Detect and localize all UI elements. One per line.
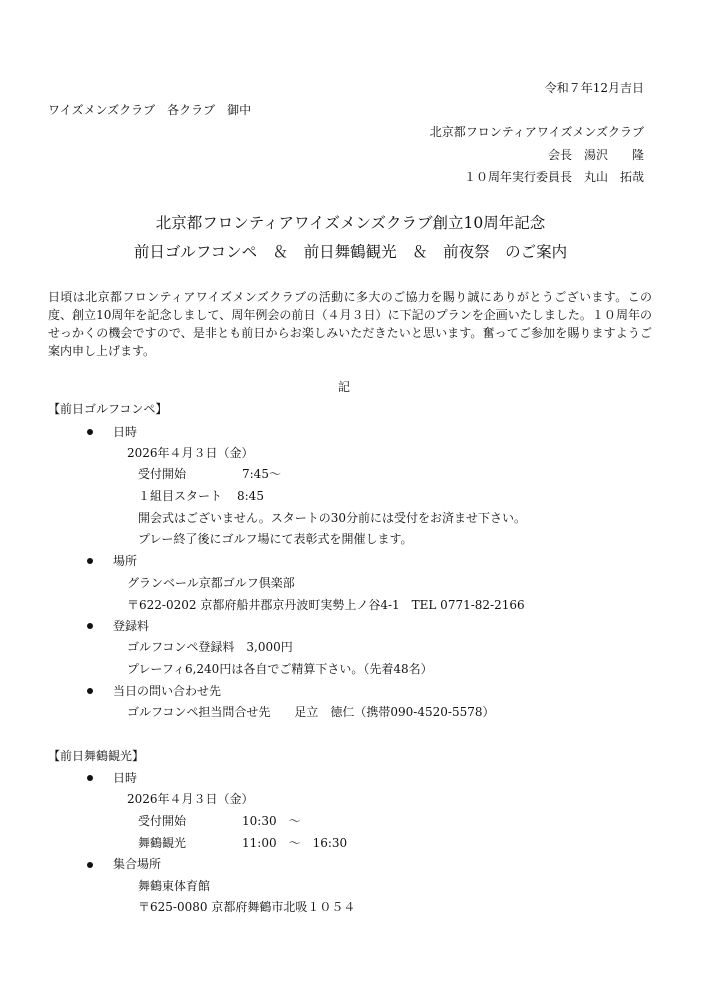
golf-start-label: １組目スタート — [138, 489, 223, 503]
sightseeing-meeting-label: 集合場所 — [113, 857, 162, 871]
golf-note-award: プレー終了後にゴルフ場にて表彰式を開催します。 — [138, 532, 413, 546]
bullet-icon — [87, 688, 93, 694]
bullet-icon — [87, 775, 93, 781]
sightseeing-tour-label: 舞鶴観光 — [138, 836, 187, 850]
golf-place-name: グランベール京都ゴルフ倶楽部 — [127, 576, 295, 590]
sightseeing-tour-time: 11:00 ～ 16:30 — [242, 836, 348, 850]
sightseeing-meeting-address: 〒625-0080 京都府舞鶴市北吸１０５４ — [138, 900, 356, 914]
document-title-line2: 前日ゴルフコンペ ＆ 前日舞鶴観光 ＆ 前夜祭 のご案内 — [133, 243, 568, 261]
golf-place-label: 場所 — [113, 554, 138, 568]
bullet-icon — [87, 623, 93, 629]
golf-heading: 【前日ゴルフコンペ】 — [48, 402, 168, 416]
bullet-icon — [87, 429, 93, 435]
golf-start-time: 8:45 — [237, 489, 264, 503]
issue-date: 令和７年12月吉日 — [544, 81, 644, 95]
sender-president: 会長 湯沢 隆 — [547, 148, 644, 162]
golf-note-opening: 開会式はございません。スタートの30分前には受付をお済ませ下さい。 — [138, 511, 526, 525]
sender-club: 北京都フロンティアワイズメンズクラブ — [429, 125, 644, 139]
golf-fee-playfee: プレーフィ6,240円は各自でご精算下さい。（先着48名） — [127, 662, 433, 676]
sender-committee-chair: １０周年実行委員長 丸山 拓哉 — [463, 170, 644, 184]
document-title-line1: 北京都フロンティアワイズメンズクラブ創立10周年記念 — [155, 214, 546, 232]
sightseeing-reception-time: 10:30 ～ — [242, 814, 301, 828]
sightseeing-reception-label: 受付開始 — [138, 814, 187, 828]
bullet-icon — [87, 558, 93, 564]
golf-fee-label: 登録料 — [113, 619, 150, 633]
golf-contact-label: 当日の問い合わせ先 — [113, 684, 222, 698]
addressee: ワイズメンズクラブ 各クラブ 御中 — [48, 103, 252, 117]
bullet-icon — [87, 862, 93, 868]
golf-contact-line: ゴルフコンペ担当問合せ先 足立 徳仁（携帯090-4520-5578） — [127, 705, 495, 719]
golf-place-address: 〒622-0202 京都府船井郡京丹波町実勢上ノ谷4-1 TEL 0771-82-2166 — [127, 598, 525, 612]
intro-paragraph: 日頃は北京都フロンティアワイズメンズクラブの活動に多大のご協力を賜り誠にありがとうございます。この度、創立10周年を記念しまして、周年例会の前日（４月３日）に下記のプランを企画いたしました。１０周年のせっかくの機会ですので、是非とも前日からお楽しみいただきたいと思います。奮ってご参加を賜りますようご案内申し上げます。 — [48, 290, 652, 358]
golf-datetime-label: 日時 — [113, 425, 138, 439]
golf-reception-time: 7:45～ — [242, 467, 281, 481]
golf-fee-registration: ゴルフコンペ登録料 3,000円 — [127, 640, 293, 654]
golf-reception-label: 受付開始 — [138, 467, 187, 481]
sightseeing-meeting-place: 舞鶴東体育館 — [138, 879, 211, 893]
sightseeing-datetime-label: 日時 — [113, 771, 138, 785]
sightseeing-heading: 【前日舞鶴観光】 — [48, 749, 145, 763]
golf-date: 2026年４月３日（金） — [127, 446, 254, 460]
ki-marker: 記 — [338, 380, 351, 394]
sightseeing-date: 2026年４月３日（金） — [127, 792, 254, 806]
